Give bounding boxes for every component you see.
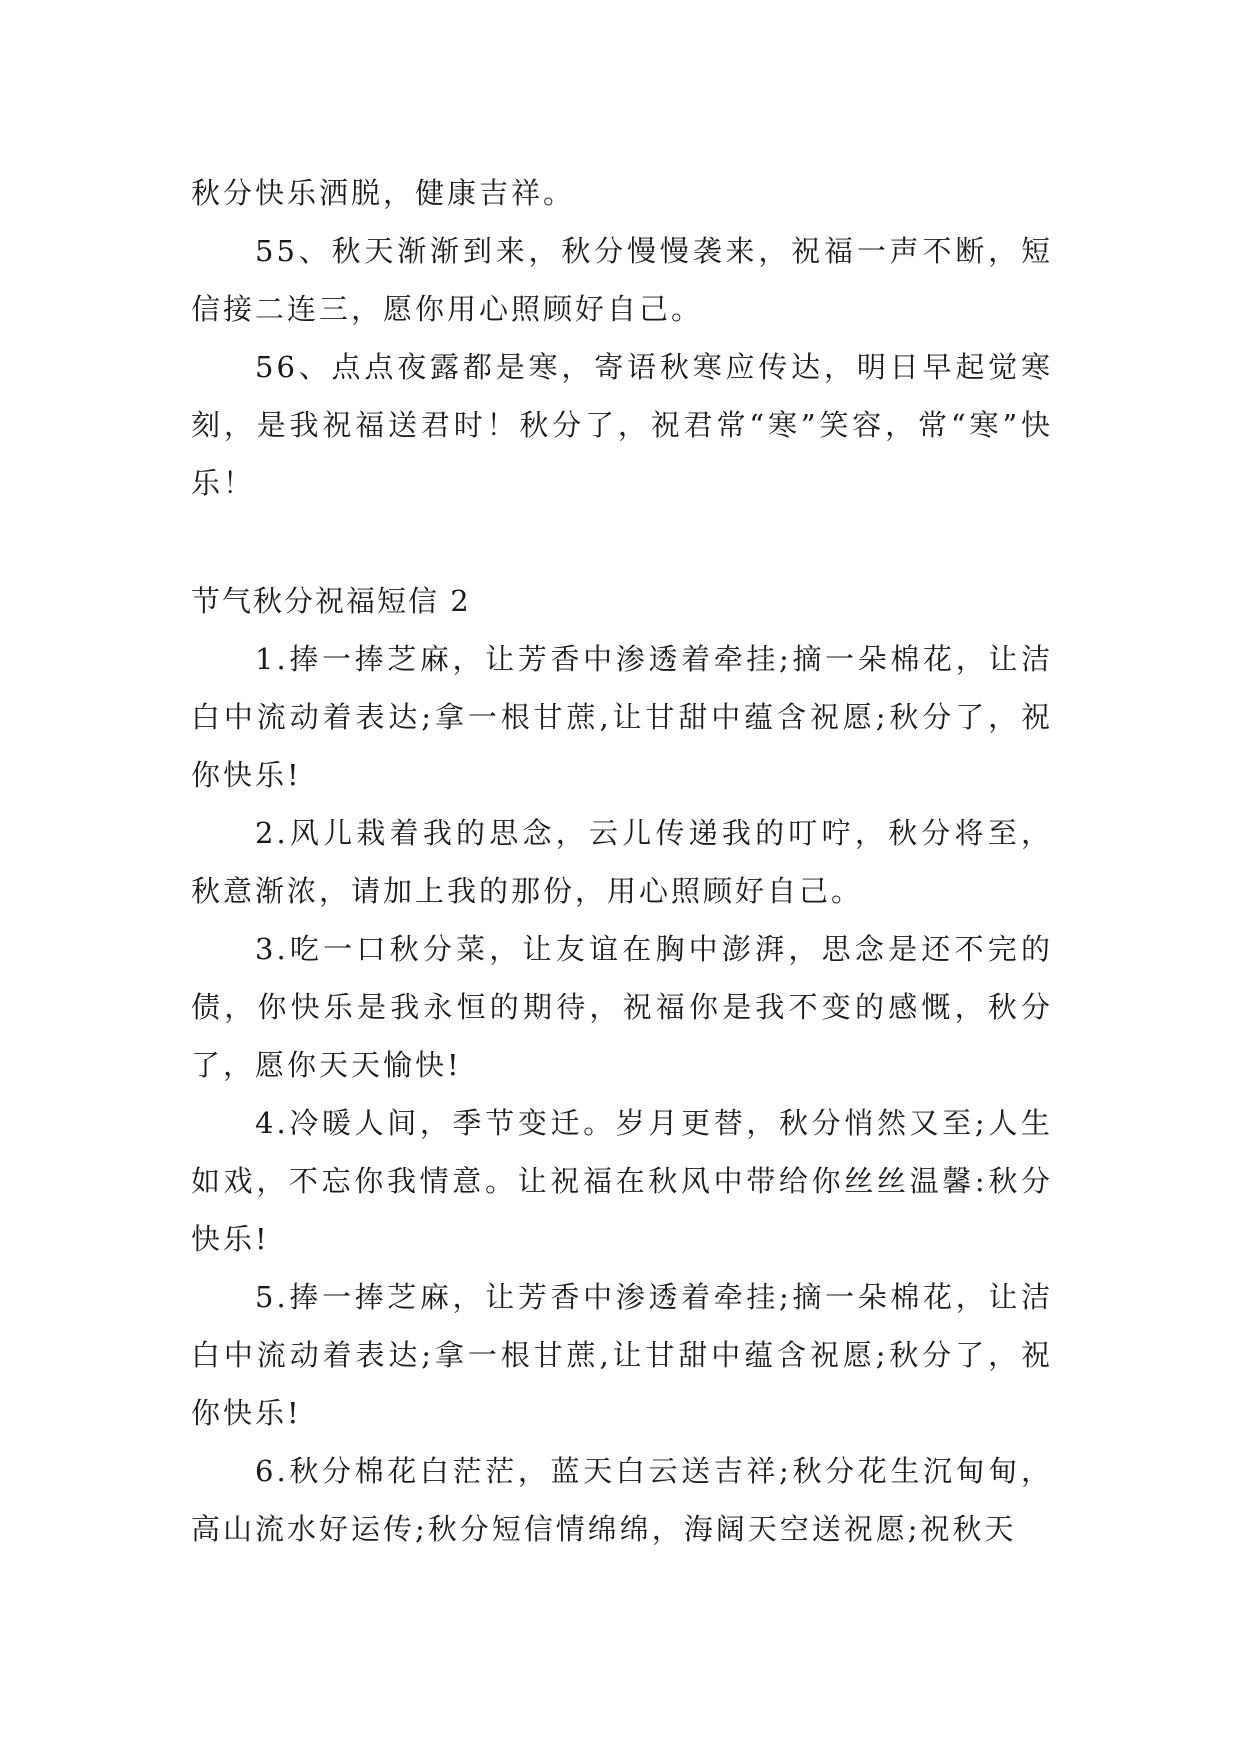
continuation-paragraph: 秋分快乐洒脱，健康吉祥。	[191, 176, 576, 210]
message-item-4: 4.冷暖人间，季节变迁。岁月更替，秋分悄然又至;人生如戏，不忘你我情意。让祝福在秋风中带给你丝丝温馨:秋分快乐!	[191, 1106, 1053, 1256]
message-item-2: 2.风儿栽着我的思念，云儿传递我的叮咛，秋分将至，秋意渐浓，请加上我的那份，用心照顾好自己。	[191, 816, 1053, 908]
document-body	[191, 164, 1053, 1558]
message-item-56: 56、点点夜露都是寒，寄语秋寒应传达，明日早起觉寒刻，是我祝福送君时！秋分了，祝君常“寒”笑容，常“寒”快乐！	[191, 350, 1053, 500]
message-item-3: 3.吃一口秋分菜，让友谊在胸中澎湃，思念是还不完的债，你快乐是我永恒的期待，祝福你是我不变的感慨，秋分了，愿你天天愉快!	[191, 932, 1053, 1082]
message-item-1: 1.捧一捧芝麻，让芳香中渗透着牵挂;摘一朵棉花，让洁白中流动着表达;拿一根甘蔗,让甘甜中蕴含祝愿;秋分了，祝你快乐!	[191, 642, 1053, 792]
message-item-55: 55、秋天渐渐到来，秋分慢慢袭来，祝福一声不断，短信接二连三，愿你用心照顾好自己。	[191, 234, 1053, 326]
message-item-5: 5.捧一捧芝麻，让芳香中渗透着牵挂;摘一朵棉花，让洁白中流动着表达;拿一根甘蔗,让甘甜中蕴含祝愿;秋分了，祝你快乐!	[191, 1280, 1053, 1430]
section-title: 节气秋分祝福短信 2	[191, 584, 471, 618]
message-item-6: 6.秋分棉花白茫茫，蓝天白云送吉祥;秋分花生沉甸甸，高山流水好运传;秋分短信情绵绵，海阔天空送祝愿;祝秋天	[191, 1454, 1053, 1546]
